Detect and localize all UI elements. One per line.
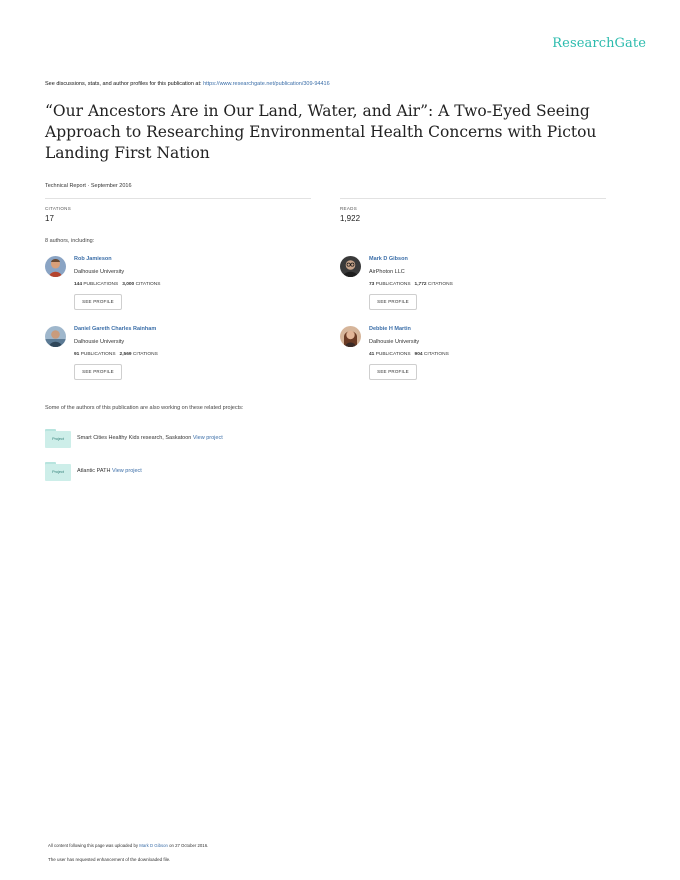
author-card (340, 326, 600, 386)
authors-heading: 8 authors, including: (45, 238, 95, 244)
author-metrics (369, 352, 449, 357)
project-folder-icon (45, 429, 71, 449)
project-item (45, 429, 445, 451)
reads-count: 1,922 (340, 214, 361, 223)
author-metrics (369, 282, 453, 287)
researchgate-logo[interactable]: ResearchGate (552, 36, 646, 51)
publications-label: PUBLICATIONS (375, 352, 411, 357)
uploader-link[interactable]: Mark D Gibson (139, 843, 168, 848)
reads-label: READS (340, 206, 358, 211)
divider-reads (340, 198, 606, 199)
citations-label: CITATIONS (45, 206, 72, 211)
publications-count: 41 (369, 352, 375, 357)
upload-prefix: All content following this page was uploaded by (48, 843, 140, 848)
author-institution: Dalhousie University (74, 269, 125, 275)
author-card (340, 256, 600, 316)
author-name[interactable]: Daniel Gareth Charles Rainham (74, 326, 157, 332)
report-type: Technical Report · September 2016 (45, 183, 132, 189)
project-item (45, 462, 445, 484)
project-badge: Project (45, 464, 71, 481)
author-name[interactable]: Rob Jamieson (74, 256, 112, 262)
project-title: Smart Cities Healthy Kids research, Saskatoon (77, 435, 192, 441)
project-title: Atlantic PATH (77, 468, 111, 474)
citations-count: 17 (45, 214, 54, 223)
publications-count: 91 (74, 352, 80, 357)
citations-label: CITATIONS (135, 282, 161, 287)
publication-title: “Our Ancestors Are in Our Land, Water, and Air”: A Two-Eyed Seeing Approach to Researching Environmental Health Concerns with Pictou Landing First Nation (45, 102, 597, 162)
citations-label: CITATIONS (427, 282, 453, 287)
author-name[interactable]: Debbie H Martin (369, 326, 411, 332)
upload-note (48, 843, 208, 848)
author-card (45, 256, 305, 316)
author-institution: Dalhousie University (369, 339, 420, 345)
author-institution: AirPhoton LLC (369, 269, 405, 275)
citations-count: 1,772 (414, 282, 427, 287)
view-project-link[interactable]: View project (192, 435, 223, 441)
citations-count: 3,000 (122, 282, 135, 287)
publications-label: PUBLICATIONS (83, 282, 119, 287)
citations-label: CITATIONS (132, 352, 158, 357)
projects-heading: Some of the authors of this publication are also working on these related projects: (45, 405, 244, 411)
author-metrics (74, 282, 160, 287)
citations-count: 2,569 (119, 352, 132, 357)
see-profile-button[interactable]: SEE PROFILE (369, 364, 417, 380)
discussion-line (45, 81, 330, 87)
project-badge: Project (45, 431, 71, 448)
enhancement-note: The user has requested enhancement of the downloaded file. (48, 857, 171, 862)
author-avatar[interactable] (340, 256, 361, 277)
author-name[interactable]: Mark D Gibson (369, 256, 408, 262)
publications-label: PUBLICATIONS (375, 282, 411, 287)
citations-label: CITATIONS (423, 352, 449, 357)
citations-count: 904 (414, 352, 423, 357)
upload-suffix: on 27 October 2016. (167, 843, 209, 848)
view-project-link[interactable]: View project (111, 468, 142, 474)
see-profile-button[interactable]: SEE PROFILE (74, 294, 122, 310)
project-folder-icon (45, 462, 71, 482)
publications-count: 73 (369, 282, 375, 287)
publication-link[interactable]: https://www.researchgate.net/publication/309-94416 (203, 81, 330, 87)
author-avatar[interactable] (45, 326, 66, 347)
see-profile-button[interactable]: SEE PROFILE (74, 364, 122, 380)
see-profile-button[interactable]: SEE PROFILE (369, 294, 417, 310)
author-avatar[interactable] (45, 256, 66, 277)
author-metrics (74, 352, 158, 357)
publications-count: 144 (74, 282, 83, 287)
author-institution: Dalhousie University (74, 339, 125, 345)
divider-citations (45, 198, 311, 199)
publications-label: PUBLICATIONS (80, 352, 116, 357)
author-card (45, 326, 305, 386)
discussion-text: See discussions, stats, and author profiles for this publication at: (45, 81, 204, 87)
author-avatar[interactable] (340, 326, 361, 347)
